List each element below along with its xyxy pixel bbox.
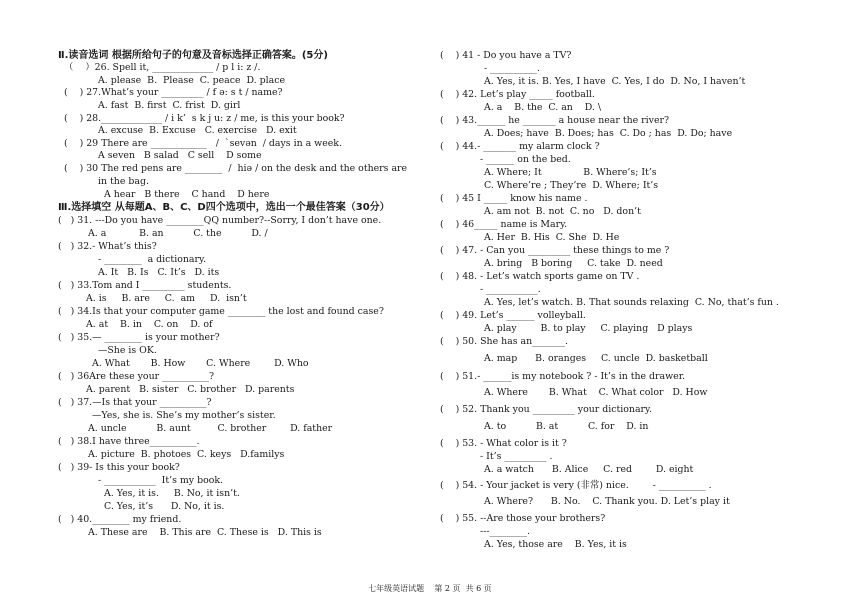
page-footer: 七年级英语试题 第 2 页 共 6 页 bbox=[368, 584, 492, 593]
question-line: A. Where? B. No. C. Thank you. D. Let’s play it bbox=[484, 496, 730, 507]
question-line: ( ) 34.Is that your computer game ________ the lost and found case? bbox=[58, 306, 384, 317]
question-line: A. Where; It B. Where’s; It’s bbox=[484, 167, 657, 178]
question-line: ( ) 51.- ______is my notebook ? - It’s in the drawer. bbox=[440, 371, 686, 382]
question-line: A. to B. at C. for D. in bbox=[484, 421, 649, 432]
question-line: ( ) 46_____ name is Mary. bbox=[440, 219, 568, 230]
question-line: A. Yes, those are B. Yes, it is bbox=[484, 539, 627, 550]
question-line: ( ) 37.—Is that your __________? bbox=[58, 397, 212, 408]
question-line: A. Does; have B. Does; has C. Do ; has D. Do; have bbox=[484, 128, 733, 139]
question-line: A. am not B. not C. no D. don’t bbox=[484, 206, 641, 217]
question-line: ( ) 42. Let’s play _____ football. bbox=[440, 89, 595, 100]
question-line: ( ) 27.What’s your _________ / f ə: s t / name? bbox=[64, 87, 283, 98]
question-line: C. Where’re ; They’re D. Where; It’s bbox=[484, 180, 659, 191]
question-line: A. parent B. sister C. brother D. parents bbox=[86, 384, 295, 395]
question-line: A. excuse B. Excuse C. exercise D. exit bbox=[98, 125, 297, 136]
question-line: ( ) 55. --Are those your brothers? bbox=[440, 513, 606, 524]
question-line: C. Yes, it’s D. No, it is. bbox=[104, 501, 225, 512]
question-line: ( ) 44.- _______ my alarm clock ? bbox=[440, 141, 600, 152]
question-line: ( ) 35.— ________ is your mother? bbox=[58, 332, 220, 343]
question-line: —She is OK. bbox=[98, 345, 157, 356]
question-line: A. picture B. photoes C. keys D.familys bbox=[88, 449, 285, 460]
question-line: A. Where B. What C. What color D. How bbox=[484, 387, 708, 398]
question-line: ( ) 31. ---Do you have ________QQ number?--Sorry, I don’t have one. bbox=[58, 215, 382, 226]
question-line: ( ) 28._____________ / i k’ s k j u: z / me, is this your book? bbox=[64, 113, 345, 124]
question-line: ( ) 36Are these your __________? bbox=[58, 371, 214, 382]
question-line: in the bag. bbox=[98, 176, 149, 187]
question-line: （ ）26. Spell it, _____________ / p l i: z /. bbox=[64, 62, 261, 73]
question-line: ( ) 30 The red pens are ________ / hiə / on the desk and the others are bbox=[64, 163, 408, 174]
question-line: A. These are B. This are C. These is D. This is bbox=[88, 527, 322, 538]
question-line: ( ) 39- Is this your book? bbox=[58, 462, 180, 473]
question-line: ---________. bbox=[480, 526, 530, 537]
question-line: A seven B salad C sell D some bbox=[98, 150, 262, 161]
question-line: A. What B. How C. Where D. Who bbox=[92, 358, 309, 369]
question-line: ( ) 53. - What color is it ? bbox=[440, 438, 567, 449]
question-line: A. a B. the C. an D. \ bbox=[484, 102, 602, 113]
question-line: A. uncle B. aunt C. brother D. father bbox=[88, 423, 333, 434]
question-line: —Yes, she is. She’s my mother’s sister. bbox=[92, 410, 276, 421]
question-line: A. Yes, let’s watch. B. That sounds relaxing C. No, that’s fun . bbox=[484, 297, 779, 308]
question-line: A. fast B. first C. frist D. girl bbox=[98, 100, 241, 111]
section-heading: Ⅱ.读音选词 根据所给句子的句意及音标选择正确答案。(5分) bbox=[58, 50, 328, 61]
question-line: ( ) 54. - Your jacket is very (非常) nice. - __________ . bbox=[440, 480, 712, 491]
question-line: ( ) 40.________ my friend. bbox=[58, 514, 182, 525]
question-line: ( ) 43.______ he _______ a house near the river? bbox=[440, 115, 670, 126]
question-line: ( ) 47. - Can you _________ these things to me ? bbox=[440, 245, 670, 256]
question-line: A. a watch B. Alice C. red D. eight bbox=[484, 464, 694, 475]
question-line: ( ) 38.I have three__________. bbox=[58, 436, 200, 447]
question-line: A. is B. are C. am D. isn’t bbox=[86, 293, 247, 304]
question-line: A hear B there C hand D here bbox=[104, 189, 270, 200]
question-line: ( ) 32.- What’s this? bbox=[58, 241, 157, 252]
question-line: A. Yes, it is. B. No, it isn’t. bbox=[104, 488, 240, 499]
question-line: - __________. bbox=[484, 63, 541, 74]
question-line: A. play B. to play C. playing D plays bbox=[484, 323, 693, 334]
question-line: - ______ on the bed. bbox=[480, 154, 571, 165]
question-line: ( ) 50. She has an_______. bbox=[440, 336, 568, 347]
question-line: A. at B. in C. on D. of bbox=[86, 319, 213, 330]
question-line: - ___________. bbox=[480, 284, 541, 295]
question-line: ( ) 48. - Let’s watch sports game on TV . bbox=[440, 271, 640, 282]
question-line: - It’s _________ . bbox=[480, 451, 553, 462]
question-line: A. map B. oranges C. uncle D. basketball bbox=[484, 353, 708, 364]
question-line: ( ) 49. Let’s ______ volleyball. bbox=[440, 310, 586, 321]
question-line: A. a B. an C. the D. / bbox=[88, 228, 268, 239]
question-line: A. bring B boring C. take D. need bbox=[484, 258, 663, 269]
question-line: A. please B. Please C. peace D. place bbox=[98, 75, 286, 86]
question-line: - ________ a dictionary. bbox=[98, 254, 206, 265]
section-heading: Ⅲ.选择填空 从每题A、B、C、D四个选项中，选出一个最佳答案（30分） bbox=[58, 202, 390, 213]
question-line: ( ) 29 There are ____________ / `sevən / days in a week. bbox=[64, 138, 342, 149]
question-line: ( ) 41 - Do you have a TV? bbox=[440, 50, 572, 61]
question-line: ( ) 33.Tom and I _________ students. bbox=[58, 280, 232, 291]
question-line: A. It B. Is C. It’s D. its bbox=[98, 267, 220, 278]
question-line: ( ) 45 I _____ know his name . bbox=[440, 193, 588, 204]
question-line: - ___________ It’s my book. bbox=[98, 475, 224, 486]
question-line: A. Yes, it is. B. Yes, I have C. Yes, I do D. No, I haven’t bbox=[484, 76, 746, 87]
question-line: ( ) 52. Thank you _________ your dictionary. bbox=[440, 404, 653, 415]
question-line: A. Her B. His C. She D. He bbox=[484, 232, 620, 243]
